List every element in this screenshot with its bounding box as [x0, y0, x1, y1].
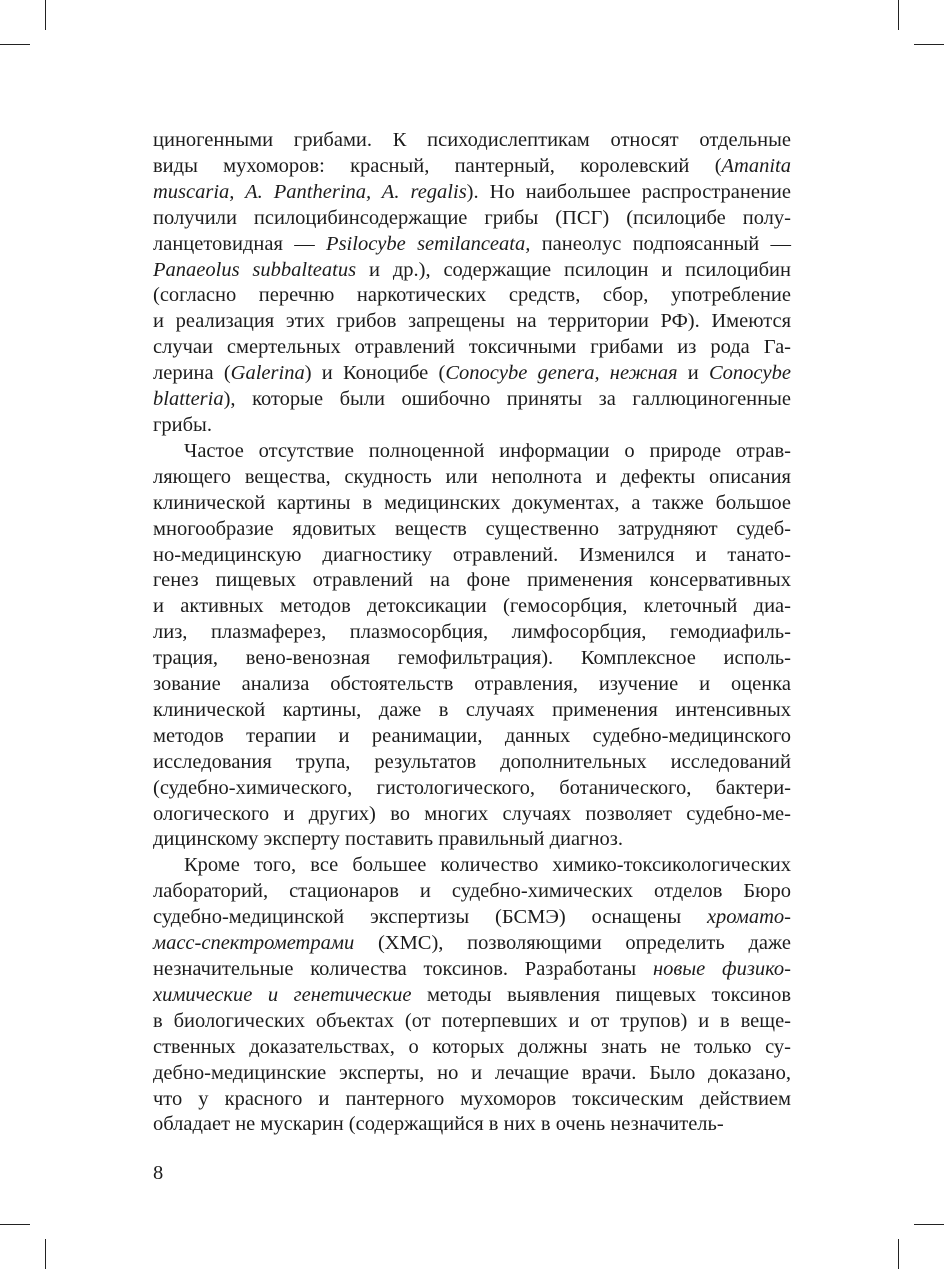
text-line	[153, 931, 791, 957]
text-segment: лабораторий, стационаров и судебно-химических отделов Бюро	[153, 880, 791, 903]
text-segment: грибы.	[153, 413, 212, 436]
text-segment: и реализация этих грибов запрещены на территории РФ). Имеются	[153, 310, 791, 333]
text-line	[153, 1112, 791, 1138]
text-line	[153, 957, 791, 983]
italic-text: хромато-	[706, 906, 791, 929]
text-line	[153, 361, 791, 387]
crop-mark-top-right-horizontal	[914, 44, 944, 45]
crop-mark-top-right-vertical	[898, 0, 899, 30]
text-line	[153, 309, 791, 335]
italic-text: масс-спектрометрами	[153, 932, 355, 955]
text-segment: дицинскому эксперту поставить правильный диагноз.	[153, 828, 623, 851]
text-segment: ) и Коноцибе (	[304, 362, 446, 385]
paragraph	[153, 439, 791, 854]
italic-text: Conocybe genera, нежная	[445, 362, 678, 385]
text-line	[153, 879, 791, 905]
italic-text: Conocybe	[709, 362, 791, 385]
text-segment: и др.), содержащие псилоцин и псилоцибин	[356, 258, 792, 281]
text-segment: циногенными грибами. К психодислептикам относят отдельные	[153, 129, 791, 151]
text-segment: что у красного и пантерного мухоморов токсическим действием	[153, 1087, 791, 1110]
text-line	[153, 180, 791, 206]
text-line	[153, 620, 791, 646]
text-segment: и активных методов детоксикации (гемосорбция, клеточный диа-	[153, 595, 791, 618]
crop-mark-bottom-left-vertical	[45, 1239, 46, 1269]
text-segment: случаи смертельных отравлений токсичными грибами из рода Га-	[153, 336, 791, 359]
text-line	[153, 491, 791, 517]
italic-text: muscaria, A. Pantherina, A. regalis	[153, 180, 467, 203]
text-segment: лиз, плазмаферез, плазмосорбция, лимфосорбция, гемодиафиль-	[153, 621, 791, 644]
crop-mark-bottom-left-horizontal	[0, 1224, 30, 1225]
text-segment: получили псилоцибинсодержащие грибы (ПСГ) (псилоцибе полу-	[153, 206, 791, 229]
text-segment: ), которые были ошибочно приняты за галлюциногенные	[223, 388, 791, 411]
text-line	[153, 698, 791, 724]
page-number: 8	[153, 1162, 164, 1184]
text-segment: методы выявления пищевых токсинов	[411, 983, 792, 1006]
italic-text: Panaeolus subbalteatus	[153, 258, 357, 281]
text-line	[153, 1061, 791, 1087]
text-line	[153, 1009, 791, 1035]
italic-text: blatteria	[153, 388, 224, 411]
text-segment: (судебно-химического, гистологического, ботанического, бактери-	[153, 776, 791, 799]
text-segment: исследования трупа, результатов дополнительных исследований	[153, 750, 791, 773]
text-line	[153, 776, 791, 802]
text-line	[153, 983, 791, 1009]
text-line	[153, 1035, 791, 1061]
text-segment: Частое отсутствие полноценной информации о природе отрав-	[184, 439, 791, 462]
text-segment: (согласно перечню наркотических средств, сбор, употребление	[153, 284, 791, 307]
text-segment: методов терапии и реанимации, данных судебно-медицинского	[153, 724, 791, 747]
text-segment: но-медицинскую диагностику отравлений. Изменился и танато-	[153, 543, 791, 566]
text-line	[153, 543, 791, 569]
body-text	[153, 128, 791, 1138]
crop-mark-top-left-horizontal	[0, 44, 30, 45]
text-line	[153, 568, 791, 594]
text-segment: дебно-медицинские эксперты, но и лечащие врачи. Было доказано,	[153, 1061, 791, 1084]
text-segment: лерина (	[153, 362, 231, 385]
text-line	[153, 517, 791, 543]
text-segment: Кроме того, все большее количество химико-токсикологических	[184, 854, 791, 877]
text-segment: генез пищевых отравлений на фоне применения консервативных	[153, 569, 791, 592]
text-line	[153, 387, 791, 413]
text-line	[153, 905, 791, 931]
text-line	[153, 258, 791, 284]
text-segment: ляющего вещества, скудность или неполнота и дефекты описания	[153, 465, 791, 488]
text-line	[153, 802, 791, 828]
text-segment: и	[677, 362, 709, 385]
crop-mark-top-left-vertical	[45, 0, 46, 30]
text-line	[153, 439, 791, 465]
text-line	[153, 232, 791, 258]
crop-mark-bottom-right-vertical	[898, 1239, 899, 1269]
text-line	[153, 206, 791, 232]
text-line	[153, 465, 791, 491]
text-segment: ланцетовидная —	[153, 232, 327, 255]
text-line	[153, 646, 791, 672]
text-segment: в биологических объектах (от потерпевших и от трупов) и в веще-	[153, 1009, 791, 1032]
italic-text: Psilocybe semilanceata,	[326, 232, 531, 255]
text-line	[153, 283, 791, 309]
text-line	[153, 154, 791, 180]
text-line	[153, 853, 791, 879]
text-line	[153, 1087, 791, 1113]
text-segment: ). Но наибольшее распространение	[466, 180, 791, 203]
text-line	[153, 335, 791, 361]
text-segment: судебно-медицинской экспертизы (БСМЭ) оснащены	[153, 906, 707, 929]
text-line	[153, 672, 791, 698]
italic-text: новые физико-	[652, 958, 791, 980]
text-segment: ологического и других) во многих случаях позволяет судебно-ме-	[153, 802, 791, 825]
text-line	[153, 594, 791, 620]
italic-text: Galerina	[230, 362, 305, 385]
text-segment: многообразие ядовитых веществ существенно затрудняют судеб-	[153, 517, 791, 540]
text-segment: ственных доказательствах, о которых должны знать не только су-	[153, 1035, 791, 1058]
text-segment: обладает не мускарин (содержащийся в них в очень незначитель-	[153, 1113, 724, 1136]
text-segment: клинической картины в медицинских документах, а также большое	[153, 491, 791, 514]
italic-text: Amanita	[721, 154, 791, 177]
paragraph	[153, 853, 791, 1138]
text-line	[153, 827, 791, 853]
text-line	[153, 413, 791, 439]
paragraph	[153, 128, 791, 439]
italic-text: химические и генетические	[153, 983, 412, 1006]
text-segment: панеолус подпоясанный —	[530, 232, 791, 255]
text-segment: (ХМС), позволяющими определить даже	[354, 932, 791, 955]
text-segment: незначительные количества токсинов. Разработаны	[153, 958, 653, 980]
text-line	[153, 128, 791, 154]
crop-mark-bottom-right-horizontal	[914, 1224, 944, 1225]
text-line	[153, 750, 791, 776]
text-segment: виды мухоморов: красный, пантерный, королевский (	[153, 154, 722, 177]
text-segment: клинической картины, даже в случаях применения интенсивных	[153, 698, 791, 721]
text-segment: зование анализа обстоятельств отравления, изучение и оценка	[153, 673, 791, 696]
text-line	[153, 724, 791, 750]
text-segment: трация, вено-венозная гемофильтрация). Комплексное исполь-	[153, 647, 791, 670]
